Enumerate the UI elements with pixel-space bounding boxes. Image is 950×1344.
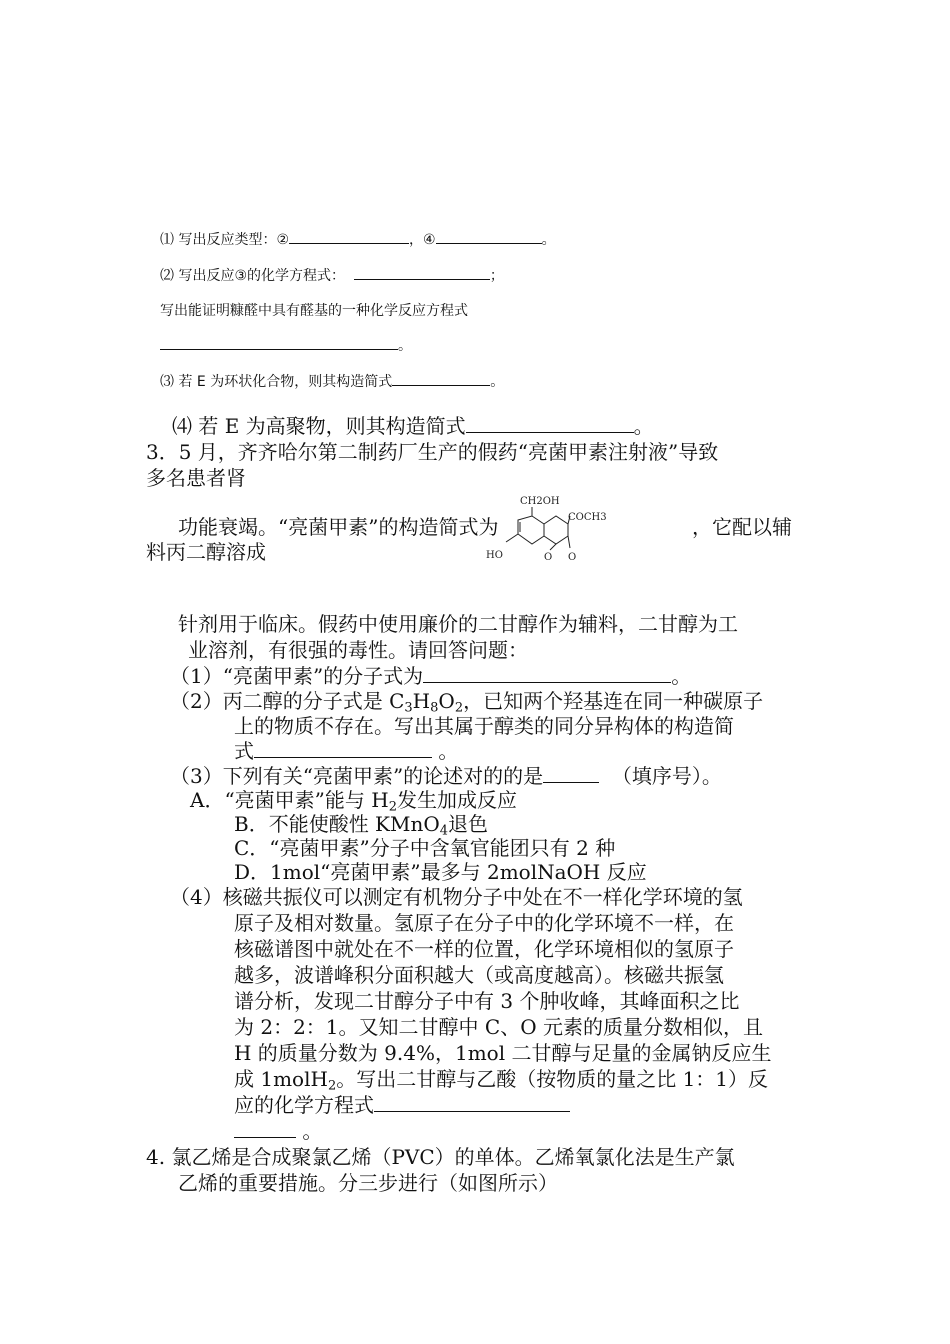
answer-blank[interactable] (436, 229, 542, 244)
problem-4-line-2: 乙烯的重要措施。分三步进行（如图所示） (178, 1171, 558, 1195)
answer-blank[interactable] (543, 762, 599, 783)
mol-label-ho: HO (486, 550, 503, 561)
subquestion-4-line-2: 原子及相对数量。氢原子在分子中的化学环境不一样，在 (234, 911, 734, 935)
liangjunjiasu-structure-figure (484, 490, 610, 566)
answer-blank[interactable] (234, 1117, 296, 1138)
subquestion-3-text: （3）下列有关“亮菌甲素”的论述对的的是 (170, 764, 544, 788)
subquestion-4-line-7: H 的质量分数为 9.4%，1mol 二甘醇与足量的金属钠反应生 (234, 1041, 772, 1065)
option-d: D．1mol“亮菌甲素”最多与 2molNaOH 反应 (234, 860, 647, 884)
problem-3-line-3a: 功能衰竭。“亮菌甲素”的构造简式为 (178, 515, 499, 539)
problem-4-line-1: 4. 氯乙烯是合成聚氯乙烯（PVC）的单体。乙烯氧氯化法是生产氯 (146, 1145, 735, 1169)
answer-blank[interactable] (423, 662, 671, 683)
subquestion-4-line-5: 谱分析，发现二甘醇分子中有 3 个肿收峰，其峰面积之比 (234, 989, 740, 1013)
problem-3-line-3b: ，它配以辅 (692, 515, 792, 539)
answer-blank[interactable] (289, 229, 409, 244)
question-2b-answer: 。 (160, 335, 412, 355)
question-4-text: ⑷ 若 E 为高聚物，则其构造简式 (172, 414, 466, 438)
question-4: ⑷ 若 E 为高聚物，则其构造简式 。 (172, 414, 654, 438)
question-1-text: ⑴ 写出反应类型：② (160, 232, 290, 248)
answer-blank[interactable] (354, 265, 490, 280)
question-1-separator: ，④ (409, 232, 436, 248)
subquestion-4-line-3: 核磁谱图中就处在不一样的位置，化学环境相似的氢原子 (234, 937, 734, 961)
question-3: ⑶ 若 E 为环状化合物，则其构造简式 。 (160, 371, 504, 391)
subquestion-4-line-1: （4）核磁共振仪可以测定有机物分子中处在不一样化学环境的氢 (170, 885, 743, 909)
subquestion-4-line-8: 成 1molH$_2$。写出二甘醇与乙酸（按物质的量之比 1：1）反 (234, 1067, 769, 1094)
subquestion-2-line-3: 式 。 (234, 739, 459, 763)
subquestion-2: （2）丙二醇的分子式是 $C_3H_8O_2$，已知两个羟基连在同一种碳原子 (170, 689, 764, 716)
answer-blank[interactable] (392, 371, 490, 386)
option-c: C．“亮菌甲素”分子中含氧官能团只有 2 种 (234, 836, 616, 860)
option-b: B．不能使酸性 KMnO$_4$退色 (234, 812, 489, 839)
subquestion-4-line-6: 为 2：2：1。又知二甘醇中 C、O 元素的质量分数相似，且 (234, 1015, 763, 1039)
mol-label-coch3: COCH3 (568, 512, 607, 523)
subquestion-2-line-2: 上的物质不存在。写出其属于醇类的同分异构体的构造简 (234, 714, 734, 738)
question-2b: 写出能证明糠醛中具有醛基的一种化学反应方程式 (160, 303, 468, 319)
problem-3-line-5: 针剂用于临床。假药中使用廉价的二甘醇作为辅料，二甘醇为工 (178, 612, 738, 636)
subquestion-1-text: （1）“亮菌甲素”的分子式为 (170, 664, 424, 688)
option-a: A．“亮菌甲素”能与 $H_2$发生加成反应 (190, 788, 517, 815)
question-2-text: ⑵ 写出反应③的化学方程式： (160, 268, 346, 284)
mol-label-ch2oh: CH2OH (520, 496, 560, 507)
problem-3-line-6: 业溶剂，有很强的毒性。请回答问题： (188, 638, 528, 662)
answer-blank[interactable] (254, 737, 432, 758)
answer-blank[interactable] (160, 335, 398, 350)
mol-label-carbonyl-o: O (568, 552, 577, 563)
subquestion-3: （3）下列有关“亮菌甲素”的论述对的的是 （填序号）。 (170, 764, 722, 788)
subquestion-4-line-10: 。 (234, 1115, 322, 1144)
subquestion-4-line-9: 应的化学方程式 (234, 1089, 570, 1118)
problem-3-line-1: 3．5 月，齐齐哈尔第二制药厂生产的假药“亮菌甲素注射液”导致 (146, 440, 719, 464)
question-1: ⑴ 写出反应类型：② ，④ 。 (160, 229, 556, 249)
problem-3-line-2: 多名患者肾 (146, 466, 246, 490)
problem-3-line-4: 料丙二醇溶成 (146, 540, 266, 564)
question-2: ⑵ 写出反应③的化学方程式： ； (160, 265, 504, 285)
subquestion-1: （1）“亮菌甲素”的分子式为 。 (170, 664, 692, 688)
mol-label-ring-o: O (544, 552, 553, 563)
mol-bonds (506, 507, 570, 550)
subquestion-4-line-4: 越多，波谱峰积分面积越大（或高度越高）。核磁共振氢 (234, 963, 724, 987)
answer-blank[interactable] (466, 412, 634, 433)
question-3-text: ⑶ 若 E 为环状化合物，则其构造简式 (160, 374, 393, 390)
answer-blank[interactable] (374, 1091, 570, 1112)
